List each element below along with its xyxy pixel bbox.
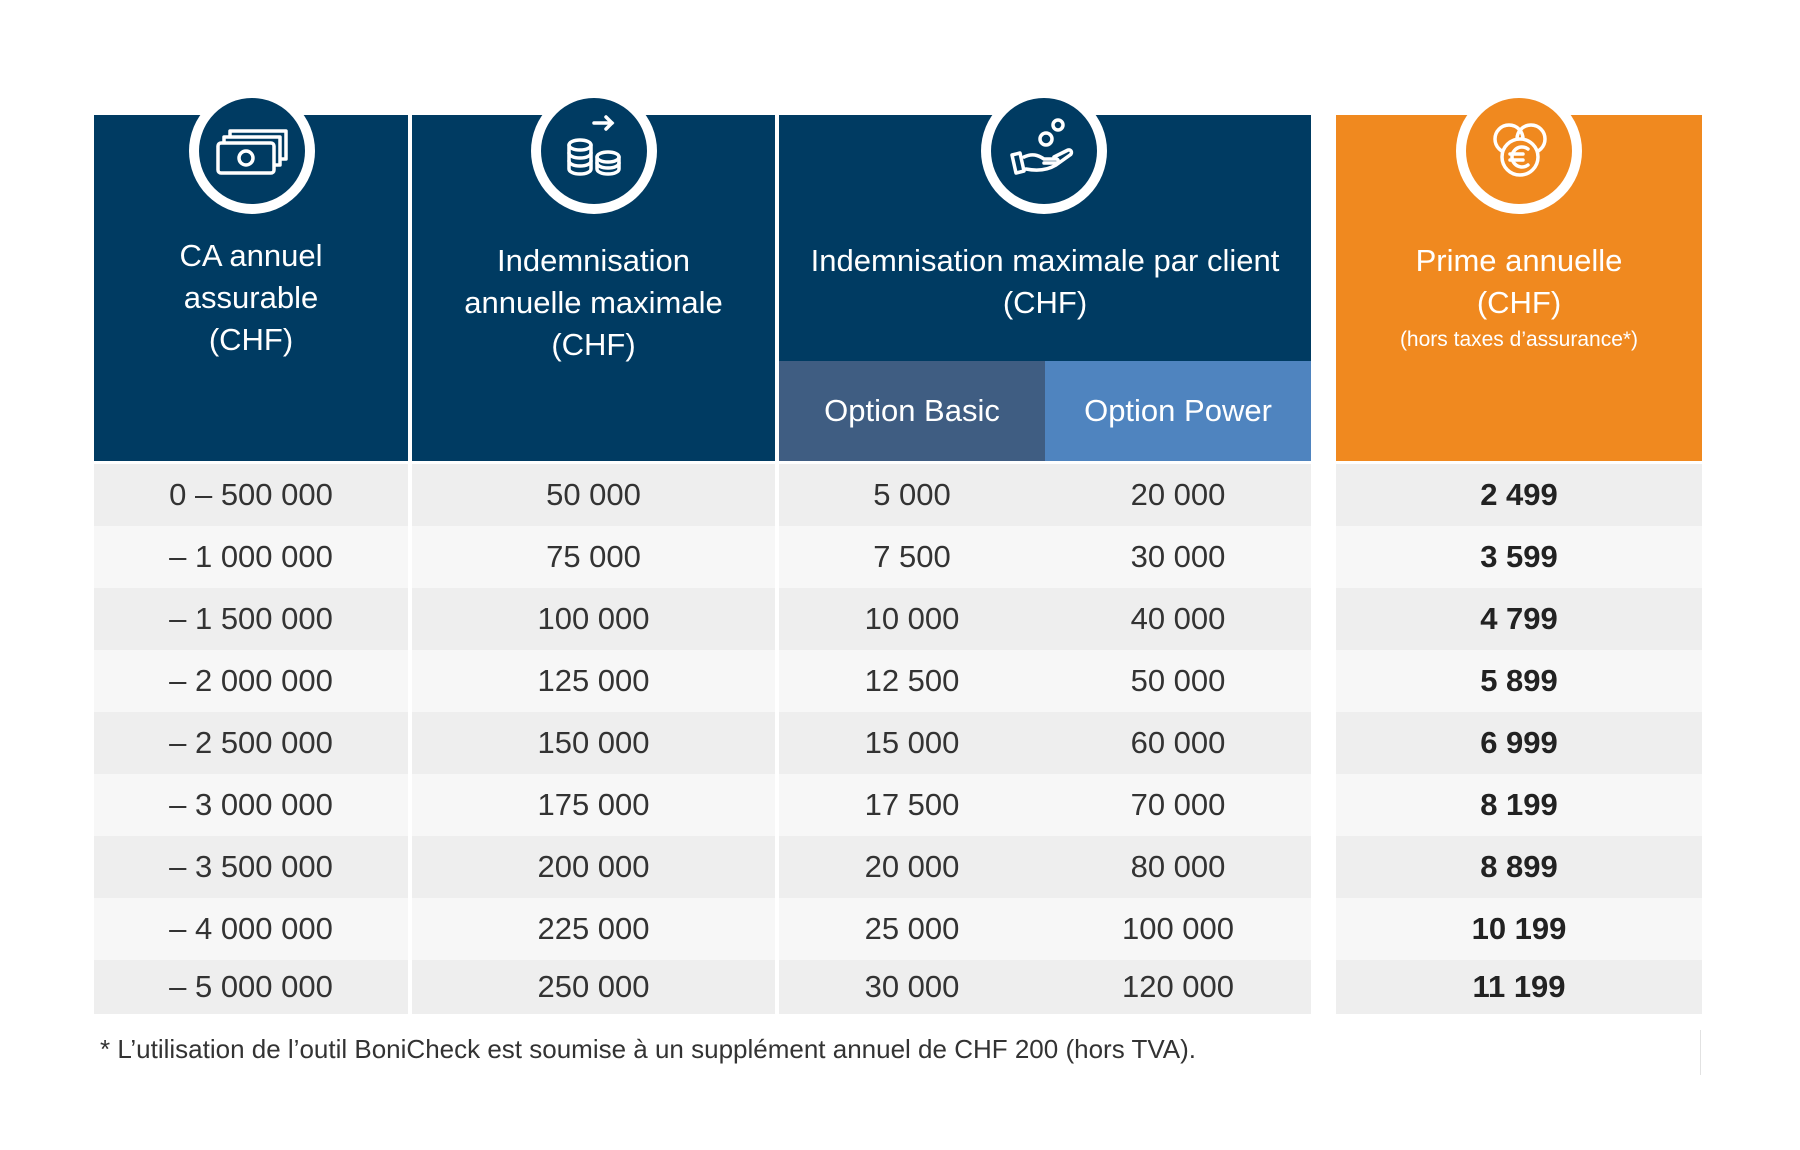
divider	[1700, 1030, 1701, 1075]
cell-ca: – 1 500 000	[94, 588, 408, 650]
coins-arrow-icon	[531, 88, 657, 214]
cell-option-power: 80 000	[1045, 836, 1311, 898]
cell-indemnisation: 100 000	[412, 588, 775, 650]
banknotes-icon	[189, 88, 315, 214]
table-row	[94, 712, 1702, 774]
cell-option-basic: 30 000	[779, 960, 1045, 1014]
header-prime-title: Prime annuelle (CHF)	[1415, 243, 1623, 320]
cell-option-power: 60 000	[1045, 712, 1311, 774]
footnote: * L’utilisation de l’outil BoniCheck est soumise à un supplément annuel de CHF 200 (hors TVA).	[100, 1034, 1196, 1064]
cell-ca: – 5 000 000	[94, 960, 408, 1014]
header-prime-note: (hors taxes d’assurance*)	[1399, 328, 1639, 351]
cell-option-basic: 17 500	[779, 774, 1045, 836]
cell-indemnisation: 225 000	[412, 898, 775, 960]
cell-ca: – 4 000 000	[94, 898, 408, 960]
cell-ca: – 2 500 000	[94, 712, 408, 774]
hand-coins-icon	[981, 88, 1107, 214]
cell-ca: – 2 000 000	[94, 650, 408, 712]
cell-option-power: 100 000	[1045, 898, 1311, 960]
table-row	[94, 960, 1702, 1014]
table-row	[94, 526, 1702, 588]
cell-option-basic: 10 000	[779, 588, 1045, 650]
table-row	[94, 898, 1702, 960]
cell-indemnisation: 175 000	[412, 774, 775, 836]
cell-option-basic: 25 000	[779, 898, 1045, 960]
cell-indemnisation: 50 000	[412, 464, 775, 526]
table-row	[94, 464, 1702, 526]
cell-option-power: 30 000	[1045, 526, 1311, 588]
euro-coins-icon	[1456, 88, 1582, 214]
header-option-power: Option Power	[1045, 361, 1311, 461]
cell-prime: 4 799	[1336, 588, 1702, 650]
cell-option-power: 120 000	[1045, 960, 1311, 1014]
cell-prime: 8 899	[1336, 836, 1702, 898]
cell-option-basic: 7 500	[779, 526, 1045, 588]
cell-ca: – 1 000 000	[94, 526, 408, 588]
header-indemnisation-title: Indemnisation annuelle maximale (CHF)	[464, 243, 723, 362]
cell-ca: – 3 000 000	[94, 774, 408, 836]
cell-option-basic: 15 000	[779, 712, 1045, 774]
cell-prime: 3 599	[1336, 526, 1702, 588]
cell-option-basic: 12 500	[779, 650, 1045, 712]
cell-option-power: 70 000	[1045, 774, 1311, 836]
cell-option-basic: 20 000	[779, 836, 1045, 898]
cell-indemnisation: 75 000	[412, 526, 775, 588]
cell-indemnisation: 150 000	[412, 712, 775, 774]
cell-option-power: 20 000	[1045, 464, 1311, 526]
header-option-basic: Option Basic	[779, 361, 1045, 461]
cell-ca: 0 – 500 000	[94, 464, 408, 526]
cell-prime: 11 199	[1336, 960, 1702, 1014]
header-ca-title: CA annuel assurable (CHF)	[179, 238, 323, 357]
cell-option-power: 50 000	[1045, 650, 1311, 712]
cell-ca: – 3 500 000	[94, 836, 408, 898]
cell-prime: 10 199	[1336, 898, 1702, 960]
cell-prime: 8 199	[1336, 774, 1702, 836]
cell-indemnisation: 125 000	[412, 650, 775, 712]
table-row	[94, 774, 1702, 836]
table-row	[94, 650, 1702, 712]
cell-prime: 2 499	[1336, 464, 1702, 526]
cell-option-basic: 5 000	[779, 464, 1045, 526]
cell-indemnisation: 250 000	[412, 960, 775, 1014]
cell-indemnisation: 200 000	[412, 836, 775, 898]
header-client-title: Indemnisation maximale par client (CHF)	[810, 243, 1280, 320]
table-row	[94, 588, 1702, 650]
table-row	[94, 836, 1702, 898]
cell-prime: 6 999	[1336, 712, 1702, 774]
cell-prime: 5 899	[1336, 650, 1702, 712]
cell-option-power: 40 000	[1045, 588, 1311, 650]
